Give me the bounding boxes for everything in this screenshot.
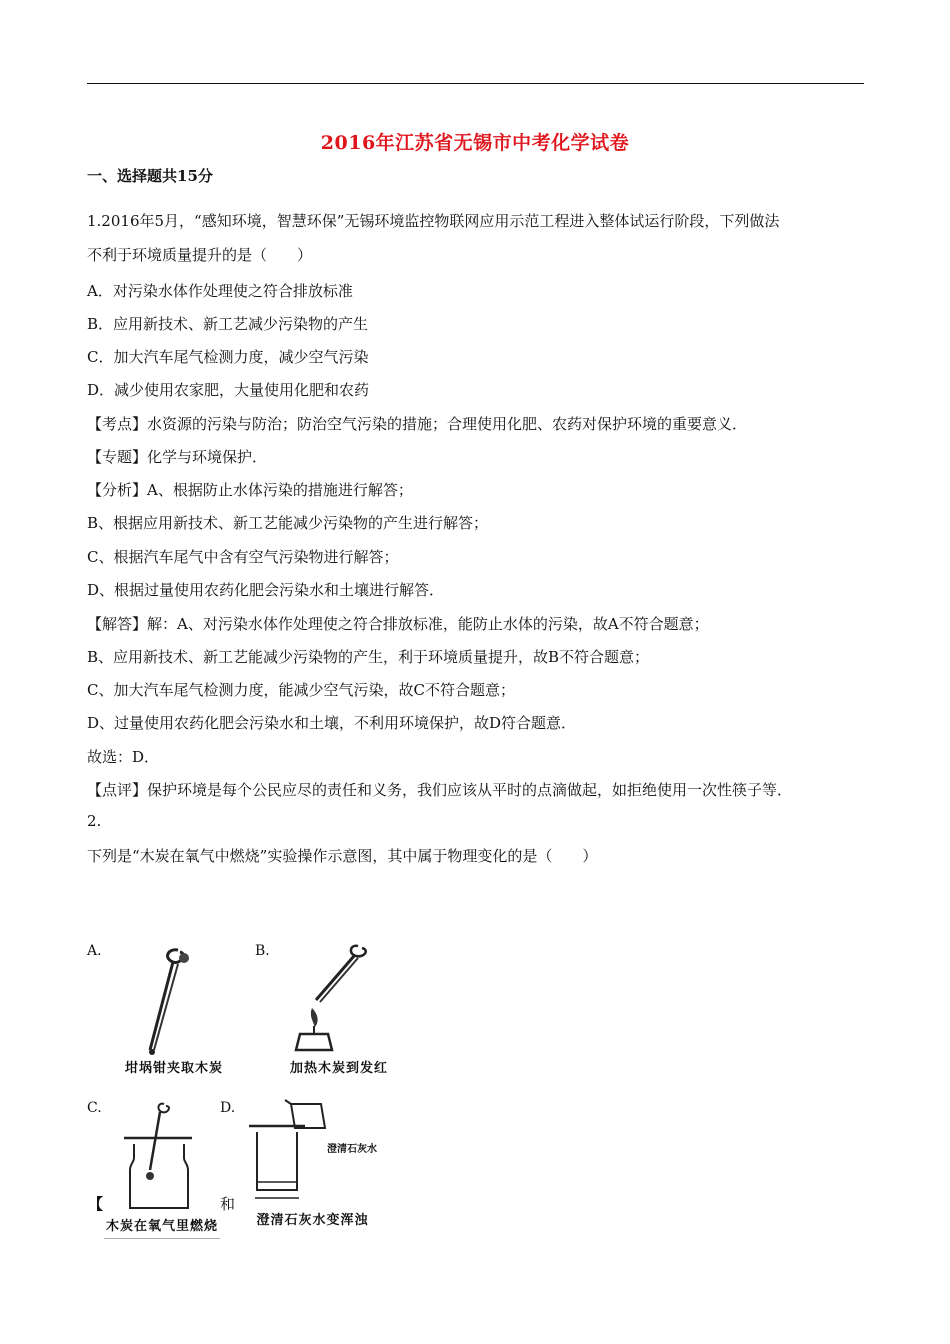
stray-bracket: 【 (88, 1195, 104, 1213)
q1-jieda: 【解答】解：A、对污染水体作处理使之符合排放标准，能防止水体的污染，故A不符合题意； (87, 615, 709, 633)
q1-dianping: 【点评】保护环境是每个公民应尽的责任和义务，我们应该从平时的点滴做起，如拒绝使用一次性筷子等． (87, 781, 793, 799)
q1-option-d: D．减少使用农家肥，大量使用化肥和农药 (87, 381, 370, 399)
q1-kaodian: 【考点】水资源的污染与防治；防治空气污染的措施；合理使用化肥、农药对保护环境的重要意义． (87, 415, 748, 433)
q1-line: 1.2016年5月，“感知环境，智慧环保”无锡环境监控物联网应用示范工程进入整体试运行阶段，下列做法 (87, 212, 780, 230)
page-title: 2016年江苏省无锡市中考化学试卷 (320, 132, 630, 154)
figure-heat-charcoal (280, 938, 398, 1080)
q1-option-a: A．对污染水体作处理使之符合排放标准 (87, 282, 353, 300)
q1-line: 不利于环境质量提升的是（ ） (87, 246, 313, 264)
q1-jieda-b: B、应用新技术、新工艺能减少污染物的产生，利于环境质量提升，故B不符合题意； (87, 648, 650, 666)
header-rule (87, 83, 864, 84)
q1-fenxi-b: B、根据应用新技术、新工艺能减少污染物的产生进行解答； (87, 514, 489, 532)
q2-option-a-letter: A. (87, 943, 102, 959)
limewater-label: 澄清石灰水 (327, 1144, 377, 1155)
q1-fenxi-d: D、根据过量使用农药化肥会污染水和土壤进行解答． (87, 581, 445, 599)
q1-option-b: B．应用新技术、新工艺减少污染物的产生 (87, 315, 369, 333)
q2-stem: 下列是“木炭在氧气中燃烧”实验操作示意图，其中属于物理变化的是（ ） (87, 847, 598, 865)
q2-option-b-letter: B. (255, 943, 270, 959)
caption-a: 坩埚钳夹取木炭 (124, 1061, 223, 1076)
q1-jieda-c: C、加大汽车尾气检测力度，能减少空气污染，故C不符合题意； (87, 681, 515, 699)
figure-tongs-charcoal (118, 940, 230, 1080)
caption-c: 木炭在氧气里燃烧 (105, 1219, 218, 1234)
stray-text: 和 (220, 1195, 236, 1213)
q1-fenxi-c: C、根据汽车尾气中含有空气污染物进行解答； (87, 548, 399, 566)
figure-limewater (245, 1098, 380, 1232)
q2-option-c-letter: C. (87, 1100, 102, 1116)
q1-answer: 故选：D． (87, 748, 160, 766)
caption-d: 澄清石灰水变浑浊 (256, 1213, 369, 1228)
q1-option-c: C．加大汽车尾气检测力度，减少空气污染 (87, 348, 369, 366)
section-heading: 一、选择题共15分 (87, 167, 213, 185)
q1-zhuanti: 【专题】化学与环境保护． (87, 448, 268, 466)
q1-fenxi: 【分析】A、根据防止水体污染的措施进行解答； (87, 481, 413, 499)
q2-number: 2. (87, 812, 102, 830)
caption-b: 加热木炭到发红 (289, 1061, 388, 1076)
figure-burn-oxygen (104, 1098, 220, 1239)
q2-option-d-letter: D. (220, 1100, 236, 1116)
q1-jieda-d: D、过量使用农药化肥会污染水和土壤，不利用环境保护，故D符合题意． (87, 714, 577, 732)
